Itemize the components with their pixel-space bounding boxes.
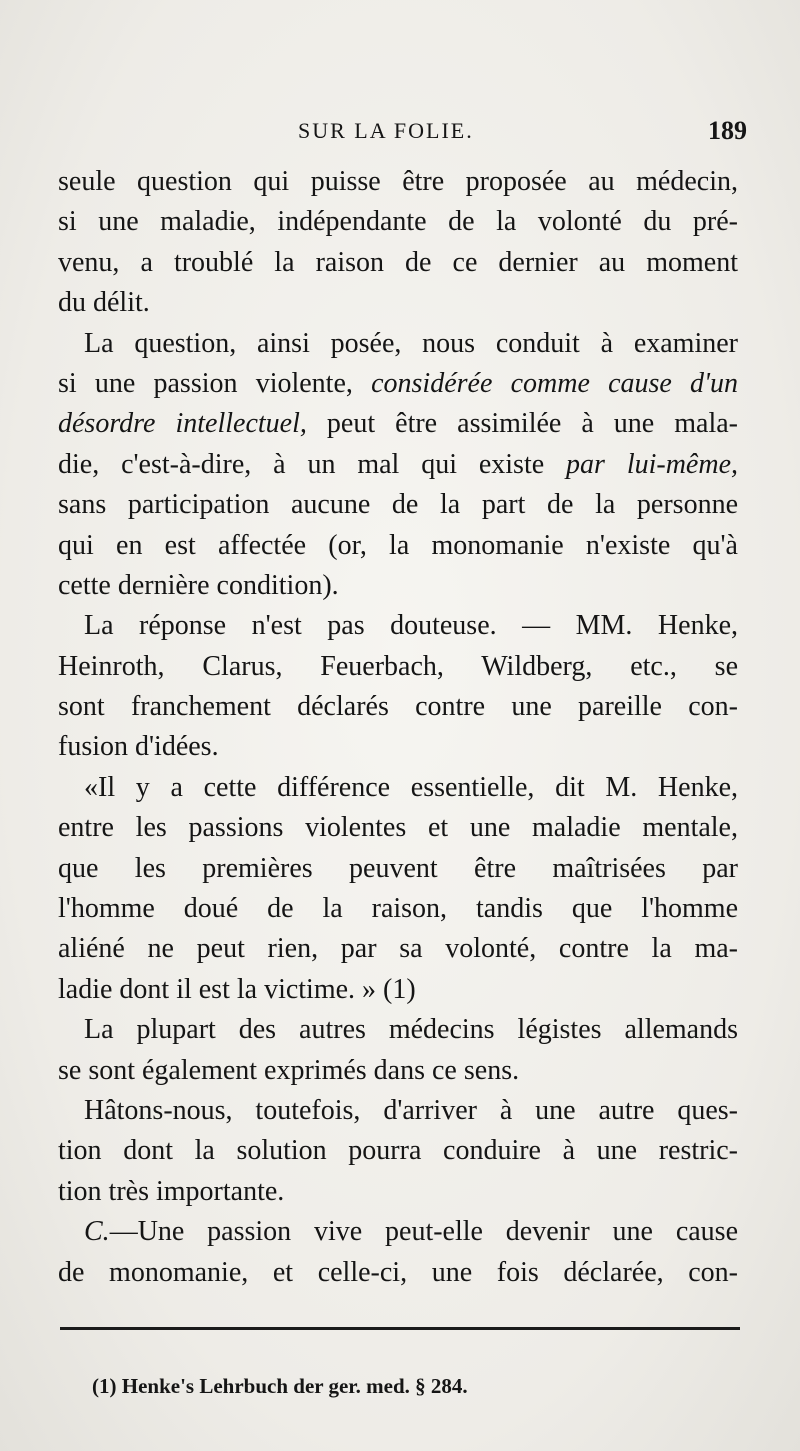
- italic-text: considérée comme cause d'un: [371, 367, 739, 399]
- text-line: [58, 162, 738, 202]
- line-text: —Une passion vive peut-elle devenir une cause: [109, 1216, 738, 1248]
- text-line: [58, 1010, 738, 1050]
- line-text: tion très importante.: [58, 1175, 285, 1207]
- text-line: [58, 849, 738, 889]
- text-line: [58, 526, 738, 566]
- line-text: die, c'est-à-dire, à un mal qui existe: [58, 448, 567, 480]
- text-line: [58, 727, 738, 767]
- line-text: tion dont la solution pourra conduire à une restric-: [58, 1135, 738, 1167]
- text-line: [58, 1091, 738, 1131]
- italic-text: par lui-même,: [566, 448, 738, 480]
- line-text: Hâtons-nous, toutefois, d'arriver à une autre ques-: [84, 1094, 738, 1126]
- text-line: [58, 1131, 738, 1171]
- text-line: [58, 566, 738, 606]
- text-line: [58, 1051, 738, 1091]
- page-number: 189: [708, 116, 747, 145]
- text-line: [58, 1172, 738, 1212]
- line-text: si une passion violente,: [58, 367, 372, 399]
- running-title: SUR LA FOLIE.: [298, 118, 474, 143]
- line-text: ladie dont il est la victime. » (1): [58, 973, 416, 1005]
- running-head: [0, 112, 800, 152]
- text-line: [58, 970, 738, 1010]
- text-line: [58, 768, 738, 808]
- line-text: Heinroth, Clarus, Feuerbach, Wildberg, etc., se: [58, 650, 738, 682]
- line-text: La question, ainsi posée, nous conduit à examiner: [84, 327, 738, 359]
- text-line: [58, 404, 738, 444]
- footnote-rule: [60, 1327, 740, 1330]
- line-text: La plupart des autres médecins légistes allemands: [84, 1014, 738, 1046]
- body-text: [58, 162, 738, 1293]
- text-line: [58, 808, 738, 848]
- italic-text: désordre intellectuel,: [58, 408, 307, 440]
- text-line: [58, 445, 738, 485]
- footnote: (1) Henke's Lehrbuch der ger. med. § 284.: [92, 1374, 468, 1398]
- italic-text: C.: [84, 1216, 110, 1248]
- line-text: qui en est affectée (or, la monomanie n'existe qu'à: [58, 529, 738, 561]
- text-line: [58, 1212, 738, 1252]
- text-line: [58, 929, 738, 969]
- line-text: sans participation aucune de la part de la personne: [58, 489, 738, 521]
- line-text: La réponse n'est pas douteuse. — MM. Henke,: [84, 610, 738, 642]
- text-line: [58, 687, 738, 727]
- text-line: [58, 364, 738, 404]
- text-line: [58, 889, 738, 929]
- line-text: sont franchement déclarés contre une pareille con-: [58, 691, 738, 723]
- text-line: [58, 324, 738, 364]
- line-text: de monomanie, et celle-ci, une fois déclarée, con-: [58, 1256, 738, 1288]
- line-text: entre les passions violentes et une maladie mentale,: [58, 812, 738, 844]
- text-line: [58, 647, 738, 687]
- text-line: [58, 606, 738, 646]
- line-text: peut être assimilée à une mala-: [306, 408, 739, 440]
- line-text: «Il y a cette différence essentielle, dit M. Henke,: [84, 771, 738, 803]
- line-text: si une maladie, indépendante de la volonté du pré-: [58, 206, 738, 238]
- text-line: [58, 202, 738, 242]
- line-text: l'homme doué de la raison, tandis que l'homme: [58, 893, 738, 925]
- line-text: aliéné ne peut rien, par sa volonté, contre la ma-: [58, 933, 738, 965]
- line-text: venu, a troublé la raison de ce dernier au moment: [58, 246, 738, 278]
- text-line: [58, 485, 738, 525]
- line-text: fusion d'idées.: [58, 731, 219, 763]
- line-text: se sont également exprimés dans ce sens.: [58, 1054, 520, 1086]
- line-text: cette dernière condition).: [58, 569, 339, 601]
- text-line: [58, 283, 738, 323]
- text-line: [58, 243, 738, 283]
- text-line: [58, 1253, 738, 1293]
- line-text: que les premières peuvent être maîtrisées par: [58, 852, 738, 884]
- line-text: du délit.: [58, 287, 150, 319]
- line-text: seule question qui puisse être proposée au médecin,: [58, 166, 738, 197]
